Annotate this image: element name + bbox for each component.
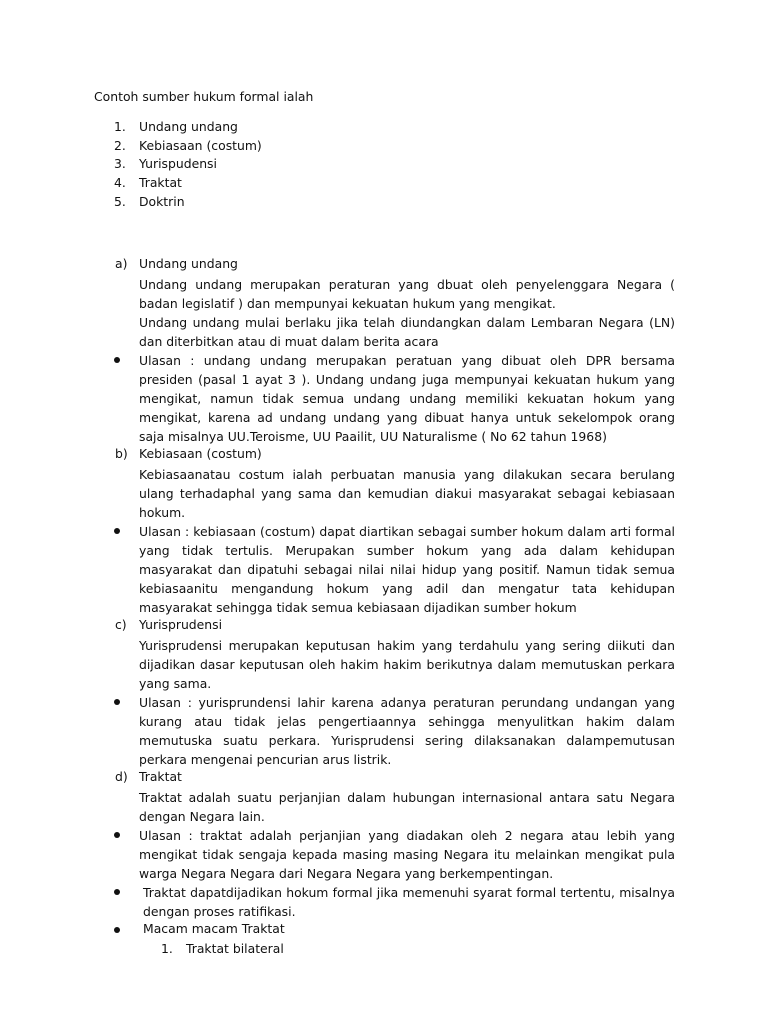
list-label: Kebiasaan (costum) — [139, 137, 262, 153]
paragraph: Kebiasaanatau costum ialah perbuatan manusia yang dilakukan secara berulang ulang terhadaphal yang sama dan kemudian diakui masyarakat sebagai kebiasaan hokum. — [139, 467, 675, 520]
section-heading: Yurisprudensi — [139, 617, 223, 632]
bullet-icon — [114, 699, 120, 705]
section-kebiasaan — [0, 446, 675, 522]
document-body — [0, 256, 768, 958]
section-heading: Undang undang — [139, 256, 238, 271]
ulasan-bullet — [0, 693, 675, 769]
section-marker: c) — [115, 617, 127, 632]
list-item — [0, 138, 768, 157]
list-number: 3. — [114, 156, 126, 172]
ulasan-text: Ulasan : kebiasaan (costum) dapat diartikan sebagai sumber hokum dalam arti formal yang tidak tertulis. Merupakan sumber hokum yang ada dalam kehidupan masyarakat dan dipatuhi sebagai nilai nilai hidup yang positif. Namun tidak semua kebiasaanitu mengandung hokum yang adil dan mengatur tata kehidupan masyarakat sehingga tidak semua kebiasaan dijadikan sumber hokum — [139, 524, 675, 615]
list-number: 1. — [114, 119, 126, 134]
list-item — [0, 156, 768, 175]
ulasan-text: Ulasan : yurisprundensi lahir karena adanya peraturan perundang undangan yang kurang atau tidak jelas pengertiaannya sehingga menyulitkan hakim dalam memutuska suatu perkara. Yurisprudensi sering dilaksanakan dalampemutusan perkara mengenai pencurian arus listrik. — [139, 695, 675, 767]
list-item — [0, 175, 768, 194]
bullet-icon — [114, 889, 120, 895]
ulasan-bullet — [0, 351, 675, 446]
section-yurisprudensi — [0, 617, 675, 693]
bullet-icon — [114, 832, 120, 838]
list-item — [0, 194, 768, 213]
note-bullet — [0, 883, 675, 921]
sub-list-number: 1. — [161, 941, 173, 956]
sub-list-item — [0, 940, 768, 958]
list-label: Traktat — [139, 175, 182, 191]
bullet-icon — [114, 528, 120, 534]
macam-heading: Macam macam Traktat — [143, 921, 285, 936]
paragraph: Undang undang merupakan peraturan yang dbuat oleh penyelenggara Negara ( badan legislatif ) dan mempunyai kekuatan hukum yang mengikat. — [139, 277, 675, 311]
paragraph: Undang undang mulai berlaku jika telah diundangkan dalam Lembaran Negara (LN) dan diterbitkan atau di muat dalam berita acara — [139, 315, 675, 349]
macam-bullet — [0, 921, 675, 940]
bullet-icon — [114, 927, 120, 933]
list-item — [0, 119, 768, 138]
list-number: 2. — [114, 137, 126, 153]
source-list — [0, 119, 768, 212]
list-label: Doktrin — [139, 193, 185, 209]
section-marker: a) — [115, 256, 128, 271]
note-text: Traktat dapatdijadikan hokum formal jika memenuhi syarat formal tertentu, misalnya dengan proses ratifikasi. — [143, 885, 675, 919]
section-undang-undang — [0, 256, 675, 351]
bullet-icon — [114, 357, 120, 363]
list-label: Undang undang — [139, 119, 238, 134]
list-label: Yurispudensi — [139, 156, 217, 172]
list-number: 4. — [114, 175, 126, 191]
section-heading: Kebiasaan (costum) — [139, 446, 262, 461]
section-heading: Traktat — [139, 769, 182, 784]
ulasan-bullet — [0, 826, 675, 883]
sub-list-label: Traktat bilateral — [186, 941, 284, 956]
ulasan-text: Ulasan : undang undang merupakan peratuan yang dibuat oleh DPR bersama presiden (pasal 1 ayat 3 ). Undang undang juga mempunyai kekuatan hukum yang mengikat, namun tidak semua undang undang memiliki kekuatan hokum yang mengikat, karena ad undang undang yang dibuat hanya untuk sekelompok orang saja misalnya UU.Teroisme, UU Paailit, UU Naturalisme ( No 62 tahun 1968) — [139, 353, 675, 444]
section-traktat — [0, 769, 675, 826]
section-marker: d) — [115, 769, 128, 784]
section-marker: b) — [115, 446, 128, 461]
document-title: Contoh sumber hukum formal ialah — [94, 89, 314, 104]
ulasan-text: Ulasan : traktat adalah perjanjian yang diadakan oleh 2 negara atau lebih yang mengikat tidak sengaja kepada masing masing Negara itu melainkan mengikat pula warga Negara Negara dari Negara Negara yang berkempentingan. — [139, 828, 675, 881]
paragraph: Traktat adalah suatu perjanjian dalam hubungan internasional antara satu Negara dengan Negara lain. — [139, 790, 675, 824]
ulasan-bullet — [0, 522, 675, 617]
list-number: 5. — [114, 193, 126, 209]
paragraph: Yurisprudensi merupakan keputusan hakim yang terdahulu yang sering diikuti dan dijadikan dasar keputusan oleh hakim hakim berikutnya dalam memutuskan perkara yang sama. — [139, 638, 675, 691]
